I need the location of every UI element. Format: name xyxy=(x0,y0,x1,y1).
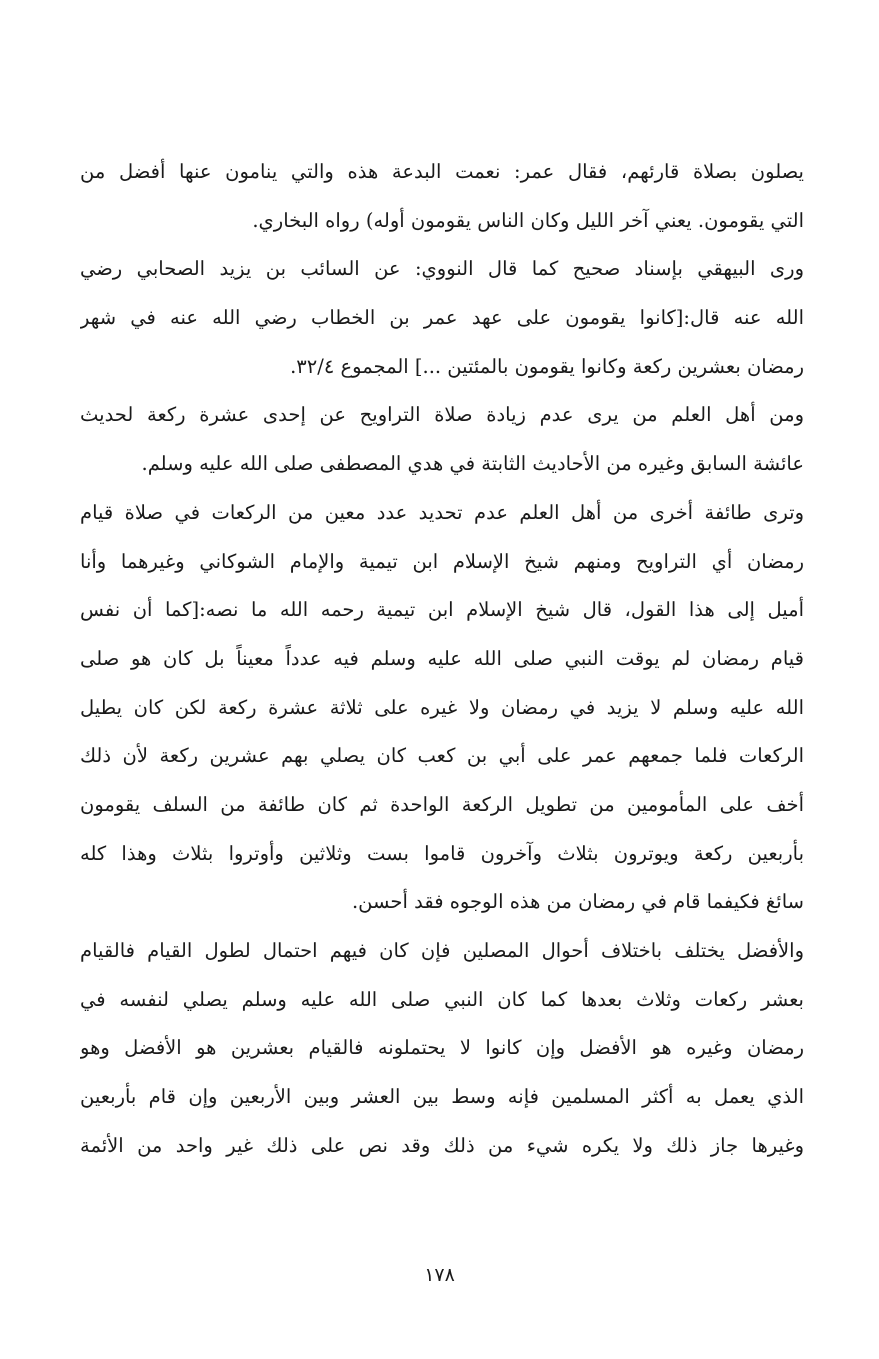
text-line: رمضان وغيره هو الأفضل وإن كانوا لا يحتملونه فالقيام بعشرين هو الأفضل وهو xyxy=(80,1036,804,1060)
text-line: الذي يعمل به أكثر المسلمين فإنه وسط بين العشر وبين الأربعين وإن قام بأربعين xyxy=(80,1085,804,1109)
text-line: سائغ فكيفما قام في رمضان من هذه الوجوه فقد أحسن. xyxy=(351,890,804,914)
page-number: ١٧٨ xyxy=(424,1264,455,1286)
text-line: بعشر ركعات وثلاث بعدها كما كان النبي صلى الله عليه وسلم يصلي لنفسه في xyxy=(80,987,804,1011)
text-line: الله عليه وسلم لا يزيد في رمضان ولا غيره على ثلاثة عشرة ركعة لكن كان يطيل xyxy=(80,695,804,719)
text-line: أخف على المأمومين من تطويل الركعة الواحدة ثم كان طائفة من السلف يقومون xyxy=(80,792,804,816)
text-line: ومن أهل العلم من يرى عدم زيادة صلاة التراويح عن إحدى عشرة ركعة لحديث xyxy=(80,403,804,427)
body-text xyxy=(80,148,804,1170)
text-line: عائشة السابق وغيره من الأحاديث الثابتة في هدي المصطفى صلى الله عليه وسلم. xyxy=(141,452,804,476)
text-line: وترى طائفة أخرى من أهل العلم عدم تحديد عدد معين من الركعات في صلاة قيام xyxy=(80,500,804,524)
text-line: ورى البيهقي بإسناد صحيح كما قال النووي: عن السائب بن يزيد الصحابي رضي xyxy=(80,257,804,281)
text-line: الله عنه قال:[كانوا يقومون على عهد عمر بن الخطاب رضي الله عنه في شهر xyxy=(80,306,804,330)
text-line: والأفضل يختلف باختلاف أحوال المصلين فإن كان فيهم احتمال لطول القيام فالقيام xyxy=(80,939,804,962)
text-line: يصلون بصلاة قارئهم، فقال عمر: نعمت البدعة هذه والتي ينامون عنها أفضل من xyxy=(80,160,804,183)
text-line: بأربعين ركعة ويوترون بثلاث وآخرون قاموا بست وثلاثين وأوتروا بثلاث وهذا كله xyxy=(80,841,804,865)
text-line: التي يقومون. يعني آخر الليل وكان الناس يقومون أوله) رواه البخاري. xyxy=(252,208,804,232)
text-line: قيام رمضان لم يوقت النبي صلى الله عليه وسلم فيه عدداً معيناً بل كان هو صلى xyxy=(80,646,804,670)
text-line: أميل إلى هذا القول، قال شيخ الإسلام ابن تيمية رحمه الله ما نصه:[كما أن نفس xyxy=(80,598,804,622)
text-line: وغيرها جاز ذلك ولا يكره شيء من ذلك وقد نص على ذلك غير واحد من الأئمة xyxy=(80,1133,804,1157)
text-line: رمضان أي التراويح ومنهم شيخ الإسلام ابن تيمية والإمام الشوكاني وغيرهما وأنا xyxy=(80,549,804,573)
text-line: رمضان بعشرين ركعة وكانوا يقومون بالمئتين ...] المجموع ٣٢/٤. xyxy=(290,354,804,378)
text-line: الركعات فلما جمعهم عمر على أبي بن كعب كان يصلي بهم عشرين ركعة لأن ذلك xyxy=(80,744,804,768)
